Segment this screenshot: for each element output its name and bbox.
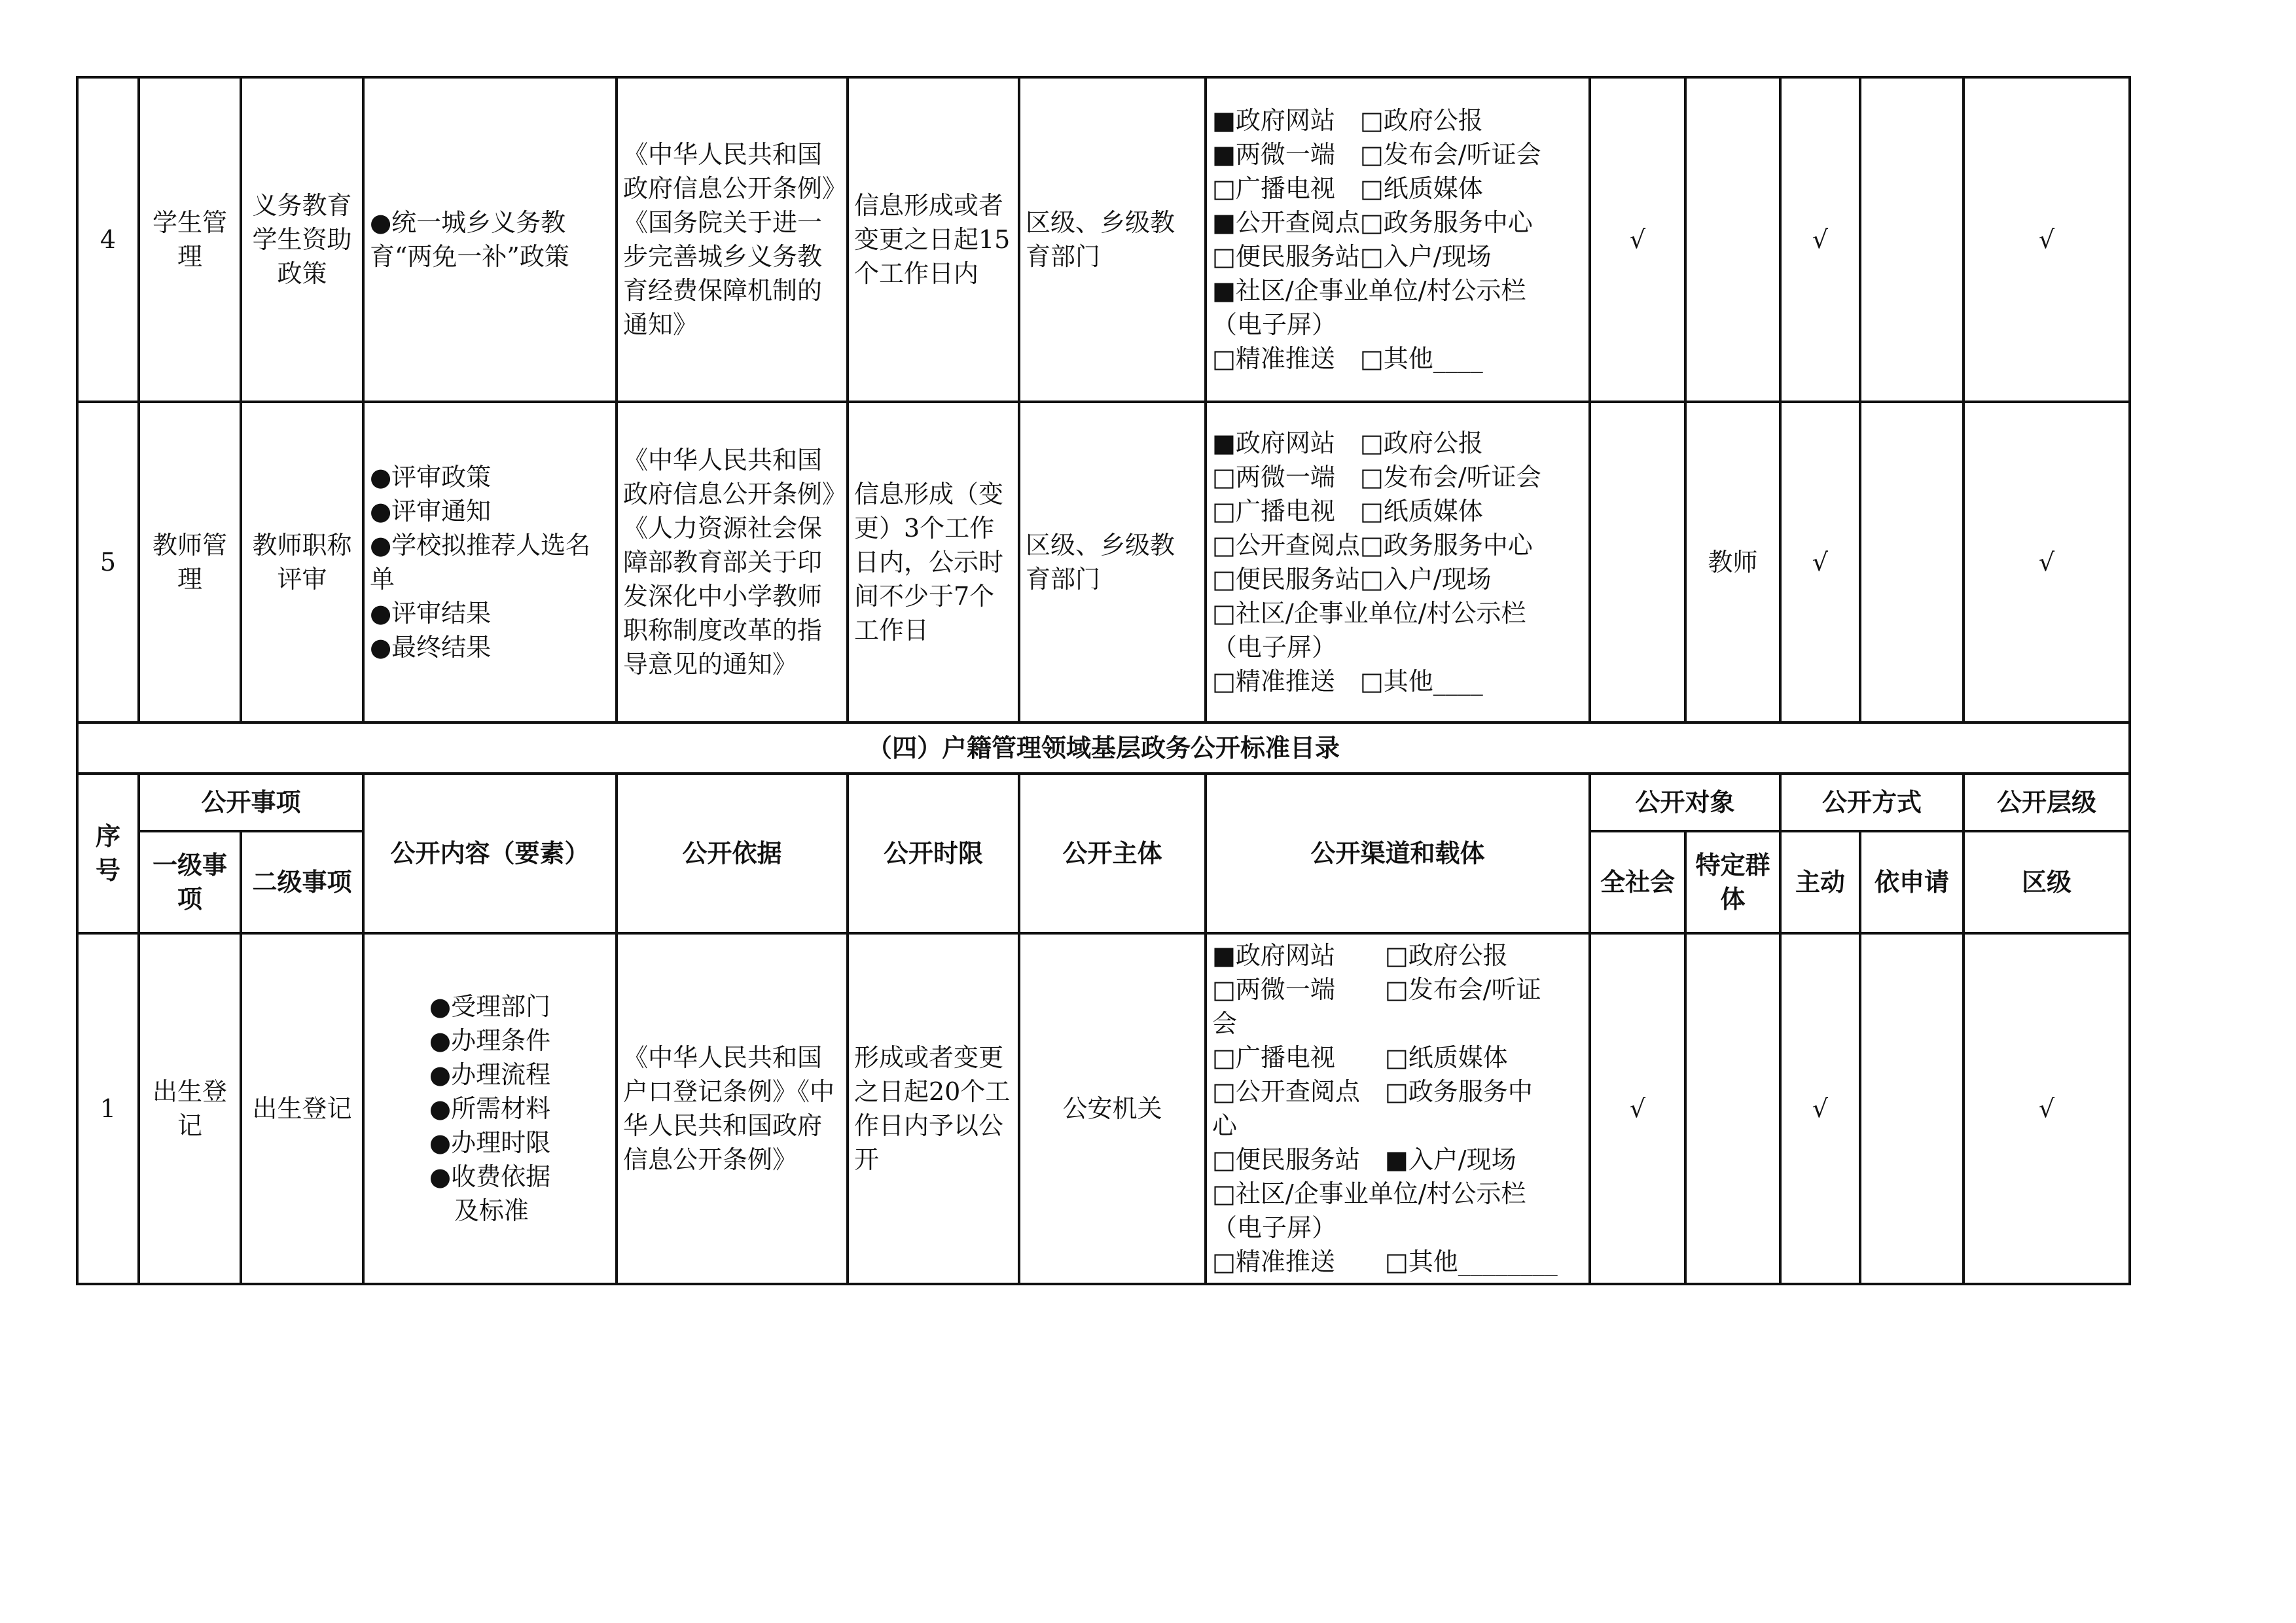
disclosure-subject: 公安机关 xyxy=(1019,933,1206,1284)
channel-line: ■政府网站 □政府公报 xyxy=(1212,429,1483,457)
channel-line: □广播电视 □纸质媒体 xyxy=(1212,1043,1508,1072)
public-all-mark xyxy=(1590,402,1685,722)
district-mark: √ xyxy=(1964,933,2130,1284)
channel-line: ■两微一端 □发布会/听证会 xyxy=(1212,140,1541,169)
content-bullet: ●评审通知 xyxy=(370,497,492,526)
channel-line: □公开查阅点 □政务服务中 xyxy=(1212,1077,1533,1106)
disclosure-basis: 《中华人民共和国政府信息公开条例》《国务院关于进一步完善城乡义务教育经费保障机制的通知》 xyxy=(617,77,848,402)
row-number: 4 xyxy=(77,77,139,402)
header-row xyxy=(77,774,2130,831)
channel-line: □精准推送 □其他____ xyxy=(1212,344,1483,373)
disclosure-subject: 区级、乡级教育部门 xyxy=(1019,402,1206,722)
disclosure-catalog-table xyxy=(76,76,2131,1285)
channel-line: ■政府网站 □政府公报 xyxy=(1212,941,1508,970)
disclosure-channels xyxy=(1206,402,1590,722)
header-public-specific: 特定群体 xyxy=(1685,831,1780,933)
header-time-limit: 公开时限 xyxy=(848,774,1019,933)
header-on-request: 依申请 xyxy=(1860,831,1964,933)
level2-item: 义务教育学生资助政策 xyxy=(241,77,363,402)
content-bullet: ●受理部门 xyxy=(429,992,551,1021)
header-method: 公开方式 xyxy=(1780,774,1964,831)
table-row xyxy=(77,933,2130,1284)
channel-line: □广播电视 □纸质媒体 xyxy=(1212,174,1483,203)
district-mark: √ xyxy=(1964,77,2130,402)
row-number: 1 xyxy=(77,933,139,1284)
row-number: 5 xyxy=(77,402,139,722)
time-limit: 信息形成（变更）3个工作日内，公示时间不少于7个工作日 xyxy=(848,402,1019,722)
channel-line: □社区/企事业单位/村公示栏 xyxy=(1212,599,1526,628)
header-level2: 二级事项 xyxy=(241,831,363,933)
time-limit: 形成或者变更之日起20个工作日内予以公开 xyxy=(848,933,1019,1284)
content-bullet: ●收费依据 xyxy=(429,1162,551,1191)
header-items: 公开事项 xyxy=(139,774,363,831)
channel-line: □便民服务站 ■入户/现场 xyxy=(1212,1145,1516,1174)
section-title-row xyxy=(77,722,2130,774)
content-bullet: ●统一城乡义务教育“两免一补”政策 xyxy=(370,208,569,271)
public-specific-mark: 教师 xyxy=(1685,402,1780,722)
disclosure-channels xyxy=(1206,77,1590,402)
header-district: 区级 xyxy=(1964,831,2130,933)
channel-line: （电子屏） xyxy=(1212,1213,1337,1242)
header-level: 公开层级 xyxy=(1964,774,2130,831)
disclosure-content xyxy=(363,933,617,1284)
disclosure-channels xyxy=(1206,933,1590,1284)
on-request-mark xyxy=(1860,933,1964,1284)
header-no: 序号 xyxy=(77,774,139,933)
header-target: 公开对象 xyxy=(1590,774,1780,831)
header-active: 主动 xyxy=(1780,831,1860,933)
channel-line: □公开查阅点□政务服务中心 xyxy=(1212,531,1533,560)
channel-line: □两微一端 □发布会/听证 xyxy=(1212,975,1541,1004)
channel-line: 心 xyxy=(1212,1111,1238,1140)
content-bullet: ●最终结果 xyxy=(370,633,492,662)
channel-line: （电子屏） xyxy=(1212,310,1337,339)
time-limit: 信息形成或者变更之日起15个工作日内 xyxy=(848,77,1019,402)
channel-line: □社区/企事业单位/村公示栏 xyxy=(1212,1179,1526,1208)
header-subject: 公开主体 xyxy=(1019,774,1206,933)
on-request-mark xyxy=(1860,402,1964,722)
content-bullet: ●所需材料 xyxy=(429,1094,551,1123)
content-bullet: 及标准 xyxy=(454,1196,529,1225)
disclosure-content xyxy=(363,402,617,722)
level1-item: 学生管理 xyxy=(139,77,241,402)
header-content: 公开内容（要素） xyxy=(363,774,617,933)
level2-item: 出生登记 xyxy=(241,933,363,1284)
header-public-all: 全社会 xyxy=(1590,831,1685,933)
on-request-mark xyxy=(1860,77,1964,402)
channel-line: □两微一端 □发布会/听证会 xyxy=(1212,463,1541,491)
district-mark: √ xyxy=(1964,402,2130,722)
content-bullet-list xyxy=(429,990,550,1228)
channel-line: ■政府网站 □政府公报 xyxy=(1212,106,1483,135)
header-basis: 公开依据 xyxy=(617,774,848,933)
table-row xyxy=(77,77,2130,402)
content-bullet: ●学校拟推荐人选名单 xyxy=(370,531,591,594)
channel-line: □精准推送 □其他________ xyxy=(1212,1247,1558,1276)
active-mark: √ xyxy=(1780,933,1860,1284)
level2-item: 教师职称评审 xyxy=(241,402,363,722)
channel-line: （电子屏） xyxy=(1212,633,1337,662)
level1-item: 教师管理 xyxy=(139,402,241,722)
channel-line: □精准推送 □其他____ xyxy=(1212,667,1483,696)
content-bullet: ●办理流程 xyxy=(429,1060,551,1089)
channel-line: □广播电视 □纸质媒体 xyxy=(1212,497,1483,526)
header-channels: 公开渠道和载体 xyxy=(1206,774,1590,933)
disclosure-basis: 《中华人民共和国户口登记条例》《中华人民共和国政府信息公开条例》 xyxy=(617,933,848,1284)
header-level1: 一级事项 xyxy=(139,831,241,933)
disclosure-subject: 区级、乡级教育部门 xyxy=(1019,77,1206,402)
channel-line: 会 xyxy=(1212,1009,1238,1038)
section-title: （四）户籍管理领域基层政务公开标准目录 xyxy=(77,722,2130,774)
active-mark: √ xyxy=(1780,77,1860,402)
channel-line: □便民服务站□入户/现场 xyxy=(1212,242,1492,271)
channel-line: □便民服务站□入户/现场 xyxy=(1212,565,1492,594)
public-specific-mark xyxy=(1685,77,1780,402)
content-bullet: ●评审结果 xyxy=(370,599,492,628)
public-specific-mark xyxy=(1685,933,1780,1284)
public-all-mark: √ xyxy=(1590,933,1685,1284)
content-bullet: ●办理时限 xyxy=(429,1128,551,1157)
disclosure-content xyxy=(363,77,617,402)
public-all-mark: √ xyxy=(1590,77,1685,402)
active-mark: √ xyxy=(1780,402,1860,722)
content-bullet: ●评审政策 xyxy=(370,463,492,491)
level1-item: 出生登记 xyxy=(139,933,241,1284)
table-row xyxy=(77,402,2130,722)
channel-line: ■公开查阅点□政务服务中心 xyxy=(1212,208,1533,237)
content-bullet: ●办理条件 xyxy=(429,1026,551,1055)
channel-line: ■社区/企事业单位/村公示栏 xyxy=(1212,276,1526,305)
disclosure-basis: 《中华人民共和国政府信息公开条例》《人力资源社会保障部教育部关于印发深化中小学教师职称制度改革的指导意见的通知》 xyxy=(617,402,848,722)
